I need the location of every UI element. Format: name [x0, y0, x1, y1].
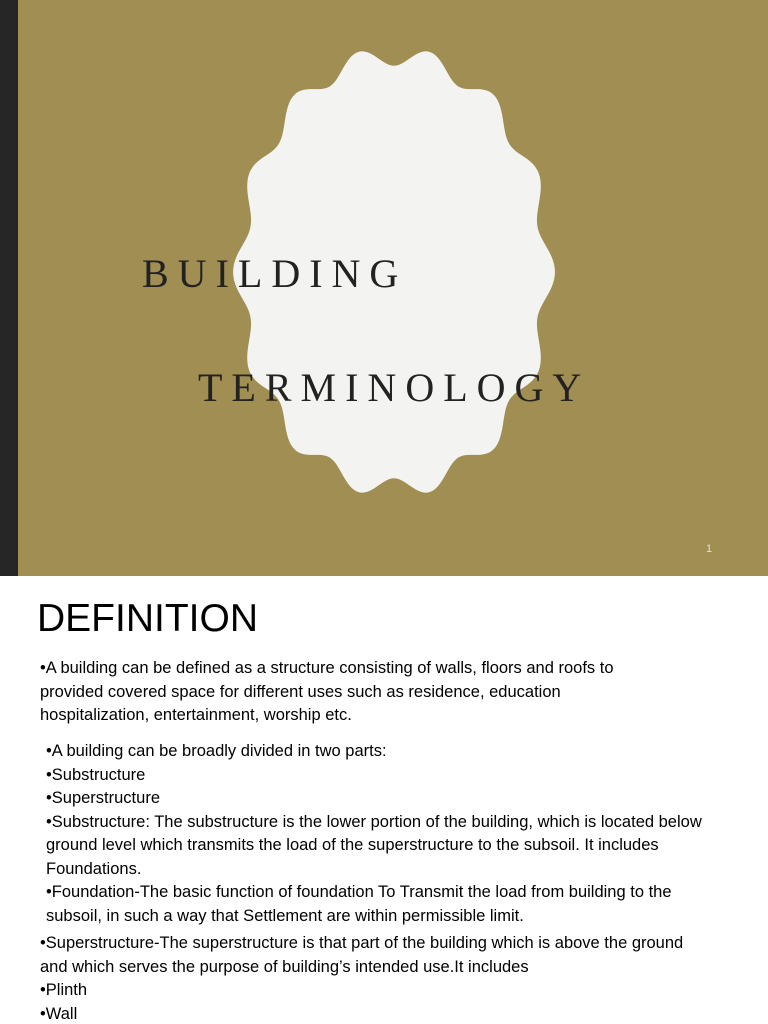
text-line: and which serves the purpose of building’s intended use.It includes [40, 957, 529, 976]
text-line: •A building can be broadly divided in two parts: [46, 742, 387, 760]
slide-number: 1 [706, 543, 713, 555]
text-line: Foundations. [46, 859, 142, 878]
text-line: •Substructure [46, 765, 146, 784]
text-line: subsoil, in such a way that Settlement are within permissible limit. [46, 906, 524, 925]
section-heading: DEFINITION [37, 597, 258, 640]
text-line: hospitalization, entertainment, worship etc. [40, 706, 352, 724]
text-line: •A building can be defined as a structure consisting of walls, floors and roofs to [40, 659, 614, 677]
text-line: •Wall [40, 1004, 78, 1023]
text-line: •Superstructure-The superstructure is that part of the building which is above the ground [40, 934, 684, 952]
definition-paragraph [40, 657, 660, 728]
text-line: •Plinth [40, 981, 88, 999]
definition-slide [0, 576, 768, 1024]
text-line: provided covered space for different uses such as residence, education [40, 682, 561, 701]
title-terminology: TERMINOLOGY [198, 365, 591, 410]
text-line: •Foundation-The basic function of foundation To Transmit the load from building to the [46, 883, 672, 901]
text-line: •Substructure: The substructure is the lower portion of the building, which is located below [46, 812, 702, 831]
title-building: BUILDING [142, 251, 408, 296]
text-line: •Superstructure [46, 789, 160, 807]
text-line: ground level which transmits the load of the superstructure to the subsoil. It includes [46, 836, 659, 854]
parts-paragraph [46, 740, 762, 928]
superstructure-paragraph [40, 932, 752, 1024]
left-accent-bar [0, 0, 18, 576]
